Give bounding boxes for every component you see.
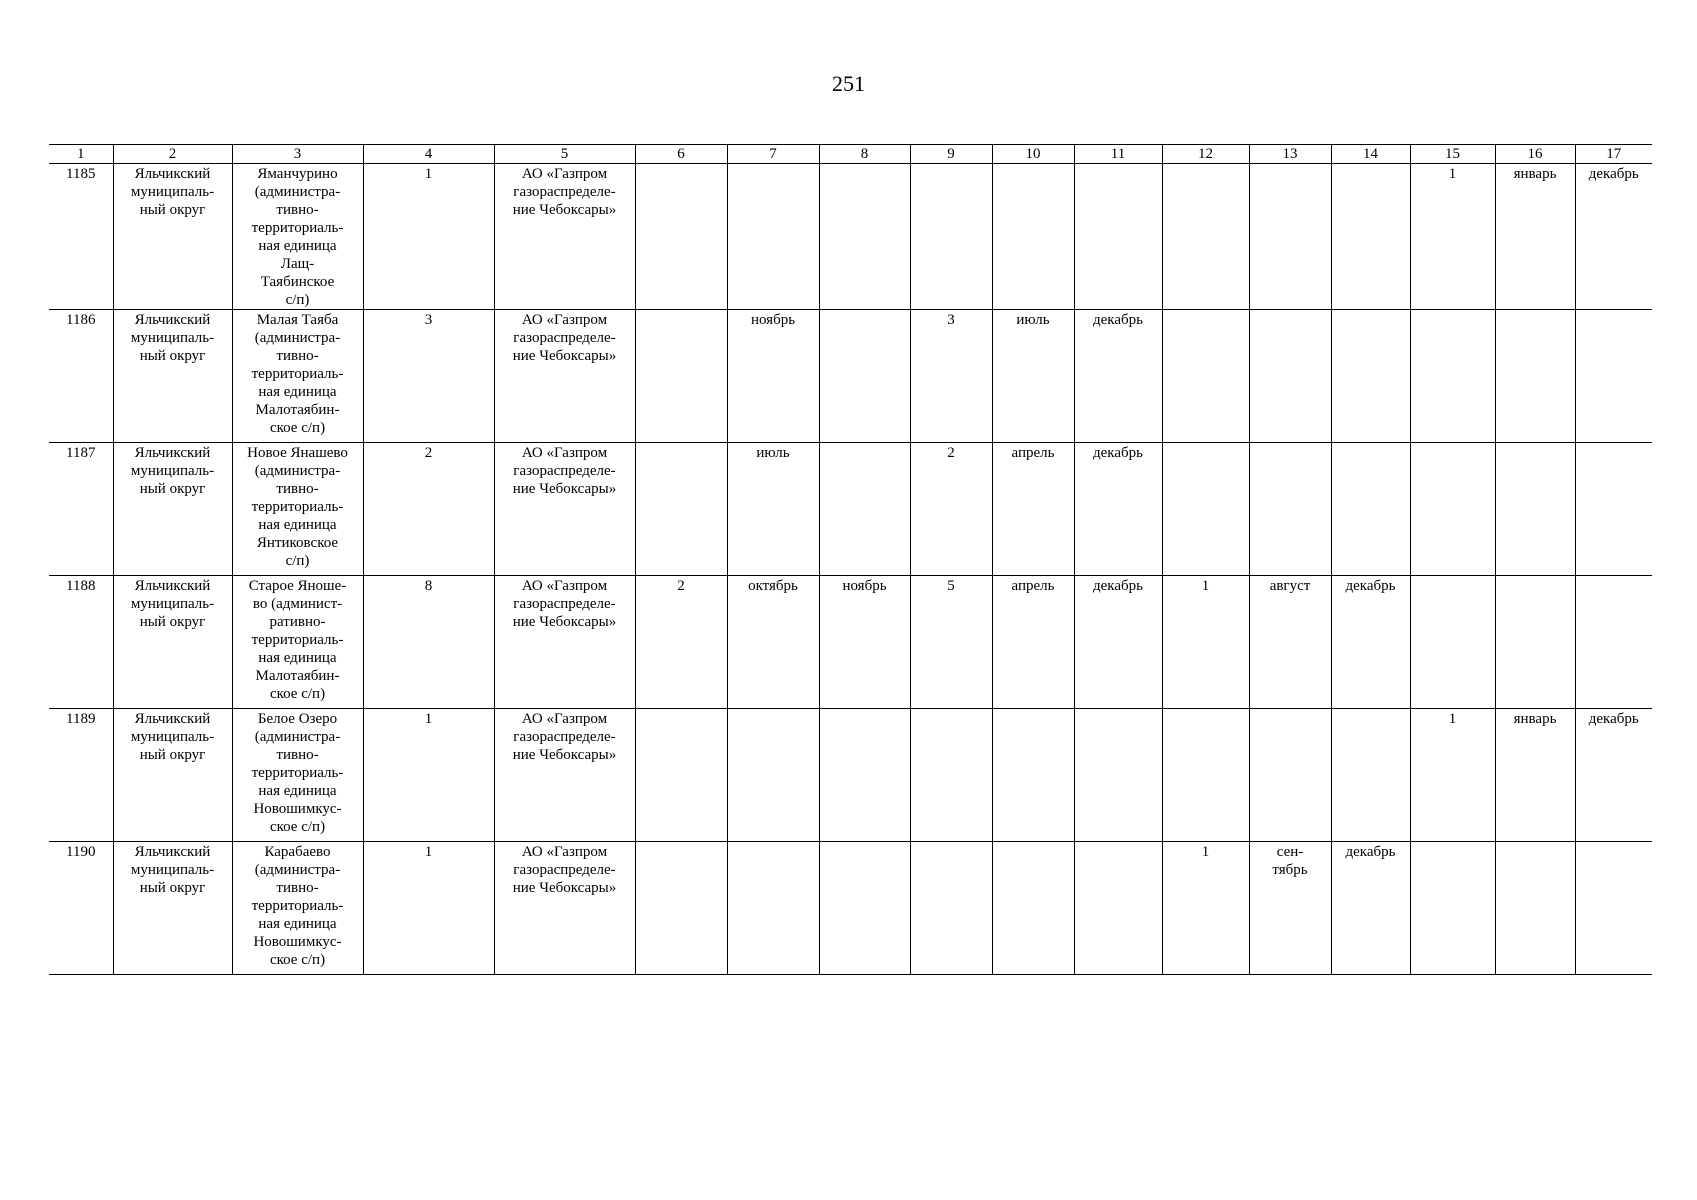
- table-cell: [819, 709, 910, 842]
- table-cell: [363, 443, 494, 576]
- cell-text: 1: [1448, 711, 1457, 727]
- table-cell: [727, 164, 819, 310]
- cell-text: декабрь: [1093, 445, 1143, 461]
- cell-text: 3: [424, 312, 433, 328]
- table-cell: [232, 709, 363, 842]
- cell-text: июль: [756, 445, 790, 461]
- cell-text: Яльчикский муниципаль- ный округ: [130, 578, 215, 630]
- table-cell: [819, 443, 910, 576]
- cell-text: декабрь: [1588, 166, 1639, 182]
- table-cell: [910, 709, 992, 842]
- cell-text: декабрь: [1345, 844, 1396, 860]
- table-cell: [494, 443, 635, 576]
- table-cell: [1410, 842, 1495, 975]
- cell-text: декабрь: [1093, 312, 1143, 328]
- table-cell: [232, 576, 363, 709]
- table-cell: [363, 164, 494, 310]
- table-cell: [1331, 842, 1410, 975]
- table-cell: [1575, 164, 1652, 310]
- cell-text: АО «Газпром газораспределе- ние Чебоксары»: [512, 166, 617, 218]
- table-cell: [1575, 443, 1652, 576]
- table-cell: [49, 709, 113, 842]
- table-cell: [494, 709, 635, 842]
- cell-text: август: [1269, 578, 1311, 594]
- cell-text: декабрь: [1588, 711, 1639, 727]
- table-cell: [635, 842, 727, 975]
- table-cell: [1331, 164, 1410, 310]
- table-row: [49, 709, 1652, 842]
- table-cell: [232, 164, 363, 310]
- table-cell: [992, 842, 1074, 975]
- cell-text: Яльчикский муниципаль- ный округ: [130, 445, 215, 497]
- table-cell: [1249, 842, 1331, 975]
- table-cell: [992, 310, 1074, 443]
- cell-text: 2: [424, 445, 433, 461]
- column-number: 2: [113, 145, 232, 164]
- cell-text: июль: [1016, 312, 1050, 328]
- cell-text: 1: [424, 166, 433, 182]
- column-number: 7: [727, 145, 819, 164]
- table-cell: [1074, 842, 1162, 975]
- cell-text: Малая Таяба (администра- тивно- территориаль- ная единица Малотаябин- ское с/п): [251, 312, 344, 436]
- table-cell: [1074, 576, 1162, 709]
- table-cell: [1074, 164, 1162, 310]
- table-cell: [232, 310, 363, 443]
- table-cell: [910, 164, 992, 310]
- cell-text: 1: [424, 844, 433, 860]
- table-cell: [1575, 709, 1652, 842]
- cell-text: Старое Яноше- во (админист- ративно- территориаль- ная единица Малотаябин- ское с/п): [248, 578, 347, 702]
- column-number: 14: [1331, 145, 1410, 164]
- column-number: 5: [494, 145, 635, 164]
- table-cell: [635, 709, 727, 842]
- column-number-row: [49, 145, 1652, 164]
- table-cell: [1495, 709, 1575, 842]
- table-cell: [1331, 443, 1410, 576]
- table-cell: [113, 842, 232, 975]
- table-cell: [1410, 164, 1495, 310]
- cell-text: 5: [947, 578, 955, 594]
- table-cell: [635, 576, 727, 709]
- table-cell: [113, 164, 232, 310]
- table-cell: [1249, 443, 1331, 576]
- table-cell: [1162, 709, 1249, 842]
- cell-text: сен- тябрь: [1272, 844, 1308, 878]
- page-number: 251: [832, 71, 865, 96]
- cell-text: апрель: [1011, 445, 1055, 461]
- cell-text: 1185: [66, 166, 96, 182]
- table-row: [49, 576, 1652, 709]
- cell-text: 8: [424, 578, 433, 594]
- cell-text: АО «Газпром газораспределе- ние Чебоксары»: [512, 578, 617, 630]
- table-cell: [113, 443, 232, 576]
- table-cell: [1331, 709, 1410, 842]
- table-cell: [992, 709, 1074, 842]
- table-cell: [1495, 576, 1575, 709]
- cell-text: Яманчурино (администра- тивно- территориаль- ная единица Лащ- Таябинское с/п): [251, 166, 344, 308]
- table-cell: [49, 842, 113, 975]
- column-number: 8: [819, 145, 910, 164]
- cell-text: 1: [424, 711, 433, 727]
- column-number: 13: [1249, 145, 1331, 164]
- cell-text: АО «Газпром газораспределе- ние Чебоксары»: [512, 445, 617, 497]
- gasification-schedule-table: [49, 144, 1652, 975]
- table-cell: [992, 576, 1074, 709]
- table-cell: [1074, 709, 1162, 842]
- table-cell: [635, 310, 727, 443]
- table-cell: [1162, 576, 1249, 709]
- table-row: [49, 842, 1652, 975]
- table-cell: [49, 164, 113, 310]
- column-number: 4: [363, 145, 494, 164]
- table-cell: [1495, 443, 1575, 576]
- table-cell: [727, 709, 819, 842]
- table-cell: [113, 310, 232, 443]
- table-cell: [1495, 310, 1575, 443]
- table-cell: [1249, 310, 1331, 443]
- column-number: 12: [1162, 145, 1249, 164]
- column-number: 16: [1495, 145, 1575, 164]
- table-cell: [992, 164, 1074, 310]
- table-cell: [727, 310, 819, 443]
- cell-text: декабрь: [1345, 578, 1396, 594]
- cell-text: Новое Янашево (администра- тивно- территориаль- ная единица Янтиковское с/п): [247, 445, 348, 569]
- column-number: 11: [1074, 145, 1162, 164]
- cell-text: 1187: [66, 445, 96, 461]
- table-cell: [910, 443, 992, 576]
- table-cell: [1575, 842, 1652, 975]
- cell-text: октябрь: [748, 578, 798, 594]
- table-cell: [992, 443, 1074, 576]
- table-cell: [1331, 310, 1410, 443]
- table-cell: [635, 443, 727, 576]
- cell-text: Карабаево (администра- тивно- территориаль- ная единица Новошимкус- ское с/п): [251, 844, 344, 968]
- cell-text: Яльчикский муниципаль- ный округ: [130, 166, 215, 218]
- cell-text: апрель: [1011, 578, 1055, 594]
- table-cell: [635, 164, 727, 310]
- table-cell: [1495, 164, 1575, 310]
- table-cell: [1410, 443, 1495, 576]
- table-cell: [363, 310, 494, 443]
- table-cell: [1331, 576, 1410, 709]
- column-number: 6: [635, 145, 727, 164]
- table-cell: [910, 842, 992, 975]
- table-cell: [494, 842, 635, 975]
- cell-text: АО «Газпром газораспределе- ние Чебоксары»: [512, 312, 617, 364]
- column-number: 9: [910, 145, 992, 164]
- cell-text: декабрь: [1093, 578, 1143, 594]
- cell-text: АО «Газпром газораспределе- ние Чебоксары»: [512, 844, 617, 896]
- table-cell: [1162, 443, 1249, 576]
- table-cell: [1575, 310, 1652, 443]
- table-cell: [1249, 576, 1331, 709]
- cell-text: ноябрь: [750, 312, 796, 328]
- table-cell: [1495, 842, 1575, 975]
- table-cell: [113, 709, 232, 842]
- cell-text: 1189: [66, 711, 96, 727]
- cell-text: 1190: [66, 844, 96, 860]
- table-cell: [49, 310, 113, 443]
- table-cell: [232, 842, 363, 975]
- table-row: [49, 443, 1652, 576]
- table-cell: [1410, 310, 1495, 443]
- table-cell: [727, 576, 819, 709]
- table-cell: [1249, 709, 1331, 842]
- column-number: 15: [1410, 145, 1495, 164]
- table-cell: [494, 164, 635, 310]
- cell-text: 2: [677, 578, 685, 594]
- table-cell: [1249, 164, 1331, 310]
- cell-text: 1: [1448, 166, 1457, 182]
- table-cell: [494, 310, 635, 443]
- cell-text: 1188: [66, 578, 96, 594]
- cell-text: 2: [947, 445, 955, 461]
- table-cell: [363, 709, 494, 842]
- table-cell: [232, 443, 363, 576]
- table-cell: [819, 310, 910, 443]
- cell-text: 1: [1201, 844, 1210, 860]
- cell-text: 3: [947, 312, 955, 328]
- table-cell: [1410, 709, 1495, 842]
- cell-text: 1: [1201, 578, 1210, 594]
- table-cell: [727, 443, 819, 576]
- column-number: 10: [992, 145, 1074, 164]
- cell-text: январь: [1513, 166, 1557, 182]
- table-cell: [1074, 443, 1162, 576]
- table-cell: [49, 443, 113, 576]
- cell-text: Яльчикский муниципаль- ный округ: [130, 844, 215, 896]
- column-number: 3: [232, 145, 363, 164]
- table-row: [49, 310, 1652, 443]
- cell-text: Яльчикский муниципаль- ный округ: [130, 711, 215, 763]
- table-cell: [1162, 842, 1249, 975]
- table-cell: [1162, 164, 1249, 310]
- table-cell: [819, 164, 910, 310]
- table-cell: [1162, 310, 1249, 443]
- table-cell: [494, 576, 635, 709]
- column-number: 17: [1575, 145, 1652, 164]
- cell-text: Яльчикский муниципаль- ный округ: [130, 312, 215, 364]
- table-cell: [1575, 576, 1652, 709]
- table-cell: [49, 576, 113, 709]
- table-cell: [910, 576, 992, 709]
- column-number: 1: [49, 145, 113, 164]
- cell-text: ноябрь: [842, 578, 887, 594]
- table-cell: [819, 576, 910, 709]
- table-cell: [1074, 310, 1162, 443]
- table-cell: [363, 842, 494, 975]
- table-cell: [910, 310, 992, 443]
- table-cell: [819, 842, 910, 975]
- table-body: [49, 164, 1652, 975]
- cell-text: январь: [1513, 711, 1557, 727]
- table-cell: [727, 842, 819, 975]
- table-cell: [1410, 576, 1495, 709]
- table-cell: [363, 576, 494, 709]
- cell-text: 1186: [66, 312, 96, 328]
- table-row: [49, 164, 1652, 310]
- cell-text: АО «Газпром газораспределе- ние Чебоксары»: [512, 711, 617, 763]
- table-cell: [113, 576, 232, 709]
- cell-text: Белое Озеро (администра- тивно- территориаль- ная единица Новошимкус- ское с/п): [251, 711, 344, 835]
